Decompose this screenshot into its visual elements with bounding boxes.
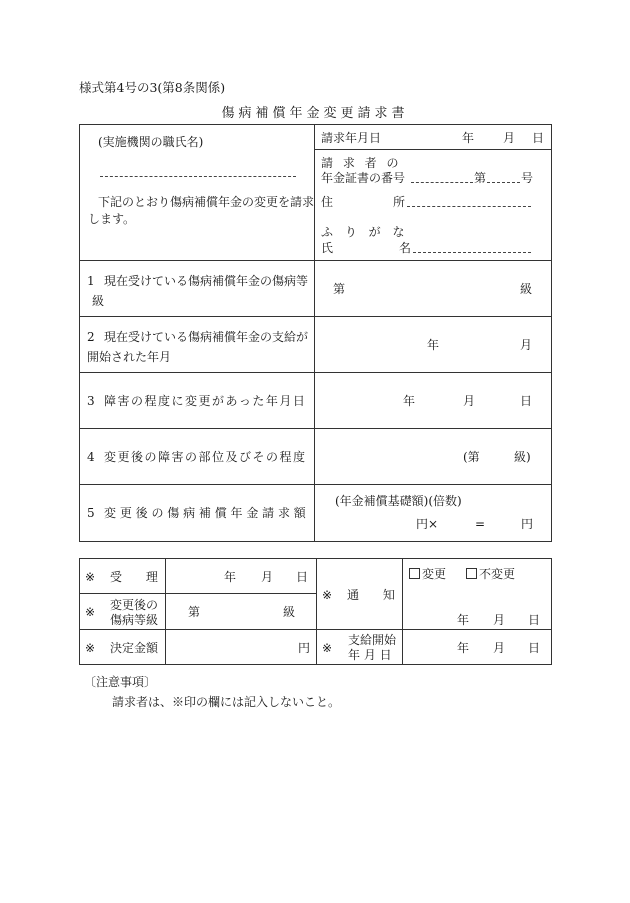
row5-value[interactable] [315,485,552,542]
row2-value[interactable] [315,317,552,373]
start-date-cell[interactable] [403,630,552,665]
office-name-label: (実施機関の職氏名) [98,135,204,149]
office-mark: ※ [322,588,333,602]
row4-value[interactable] [315,429,552,485]
grade-kyu: 級 [283,605,296,619]
row1-value-kyu: 級 [520,282,533,296]
start-label-line1: 支給開始 [348,633,397,647]
request-text-line1: 下記のとおり傷病補償年金の変更を請求 [98,195,315,209]
request-date-day: 日 [532,131,545,145]
cert-go: 号 [521,171,534,185]
office-name-line[interactable] [100,176,296,177]
row2-label-line2: 開始された年月 [87,350,172,364]
received-date-cell[interactable] [166,559,317,594]
row3-value-day: 日 [520,394,533,408]
cert-number-field[interactable] [411,182,473,183]
row3-label [80,373,315,429]
office-mark: ※ [85,605,96,619]
row3-value-month: 月 [463,394,476,408]
claimant-label: 請 求 者 の [321,156,402,170]
cert-number-field-2[interactable] [487,182,520,183]
address-label-2: 所 [393,195,406,209]
row1-value-dai: 第 [333,282,346,296]
row4-label-line1: 変更後の障害の部位及びその程度 [104,450,307,464]
claimant-block [315,125,552,261]
notice-label: 通 知 [347,588,405,602]
address-field[interactable] [407,206,531,207]
row4-number: 4 [87,450,95,464]
notice-cell [403,559,552,630]
received-label-cell [80,559,166,594]
row4-value-kyu: 級) [514,450,531,464]
row3-value[interactable] [315,373,552,429]
row3-label-line1: 障害の程度に変更があった年月日 [104,394,307,408]
row2-value-month: 月 [520,338,533,352]
amount-label: 決定金額 [110,641,159,655]
notes-heading: 〔注意事項〕 [84,675,157,689]
row1-label-line1: 現在受けている傷病補償年金の傷病等 [104,274,309,288]
row3-number: 3 [87,394,95,408]
grade-label-cell [80,594,166,630]
name-label: 氏 [321,241,334,255]
start-label-cell [317,630,403,665]
grade-label-line2: 傷病等級 [110,613,159,627]
change-checkbox-option[interactable] [409,568,446,580]
name-field[interactable] [413,252,531,253]
office-mark: ※ [85,641,96,655]
notice-month: 月 [493,613,506,627]
row5-formula-yen: 円× [416,517,439,531]
nochange-checkbox-option[interactable] [466,568,515,580]
start-month: 月 [493,641,506,655]
notice-year: 年 [457,613,470,627]
row2-label-line1: 現在受けている傷病補償年金の支給が [104,330,309,344]
grade-label-line1: 変更後の [110,598,159,612]
received-month: 月 [261,570,274,584]
row5-label [80,485,315,542]
office-mark: ※ [85,570,96,584]
grade-dai: 第 [188,605,201,619]
office-use-table [79,558,552,665]
amount-value-cell[interactable] [166,630,317,665]
notice-day: 日 [528,613,541,627]
row5-formula-head: (年金補償基礎額)(倍数) [335,494,462,508]
notice-label-cell [317,559,403,630]
cert-dai: 第 [474,171,487,185]
checkbox-icon[interactable] [409,568,420,579]
row5-number: 5 [87,506,95,520]
grade-value-cell[interactable] [166,594,317,630]
amount-unit: 円 [298,641,311,655]
request-date-row[interactable] [315,125,551,150]
row4-label [80,429,315,485]
row5-formula-eq: = [475,517,486,531]
request-date-month: 月 [503,131,516,145]
row1-label-line2: 級 [92,294,105,308]
start-day: 日 [528,641,541,655]
request-date-year: 年 [462,131,475,145]
name-label-2: 名 [399,241,412,255]
start-year: 年 [457,641,470,655]
received-year: 年 [224,570,237,584]
amount-label-cell [80,630,166,665]
notes-body: 請求者は、※印の欄には記入しないこと。 [112,695,341,709]
change-label: 変更 [422,567,447,581]
checkbox-icon[interactable] [466,568,477,579]
office-mark: ※ [322,641,333,655]
start-label-line2: 年 月 日 [348,648,392,662]
request-date-label: 請求年月日 [321,131,382,145]
nochange-label: 不変更 [479,567,516,581]
row1-label [80,261,315,317]
cert-number-label: 年金証書の番号 [321,171,406,185]
furigana-label: ふ り が な [321,225,409,239]
row2-value-year: 年 [427,338,440,352]
address-label: 住 [321,195,334,209]
row2-label [80,317,315,373]
row1-number: 1 [87,274,95,288]
claim-table [79,124,552,542]
received-day: 日 [296,570,309,584]
form-number-label: 様式第4号の3(第8条関係) [79,80,226,95]
request-text-line2: します。 [88,212,136,226]
received-label: 受 理 [110,570,168,584]
document-title: 傷病補償年金変更請求書 [221,106,409,121]
row2-number: 2 [87,330,95,344]
row5-label-line1: 変 更 後 の 傷 病 補 償 年 金 請 求 額 [104,506,306,520]
row5-formula-yen2: 円 [521,517,534,531]
row4-value-dai: (第 [463,450,480,464]
office-block [80,125,315,261]
row3-value-year: 年 [403,394,416,408]
row1-value[interactable] [315,261,552,317]
